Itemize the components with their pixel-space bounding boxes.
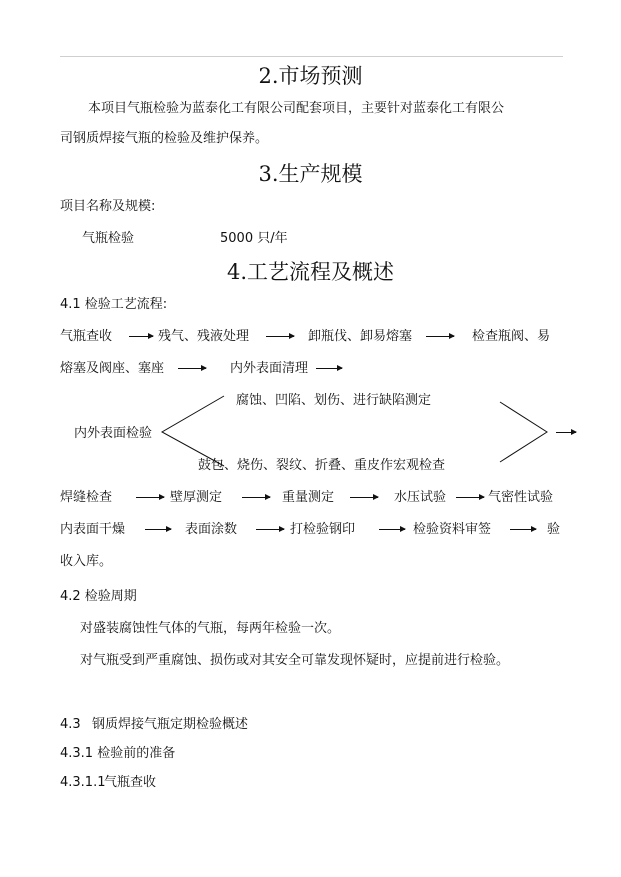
subheading-4-3-1-1-number: 4.3.1.1 xyxy=(60,775,106,790)
flow-step: 内外表面清理 xyxy=(230,361,309,376)
branch-top-step: 腐蚀、凹陷、划伤、进行缺陷测定 xyxy=(236,393,432,408)
flow-step: 壁厚测定 xyxy=(170,490,223,505)
flow-arrow xyxy=(456,497,484,498)
heading-production-scale: 3.生产规模 xyxy=(258,162,363,186)
flow-step: 表面涂数 xyxy=(185,522,238,537)
cycle-text-line2: 对气瓶受到严重腐蚀、损伤或对其安全可靠发现怀疑时，应提前进行检验。 xyxy=(80,653,510,668)
flow-arrow xyxy=(316,368,342,369)
flow-step: 重量测定 xyxy=(282,490,335,505)
branch-bottom-step: 鼓包、烧伤、裂纹、折叠、重皮作宏观检查 xyxy=(198,458,446,473)
flow-step: 气瓶查收 xyxy=(60,329,113,344)
heading-process-flow: 4.工艺流程及概述 xyxy=(226,260,395,284)
flow-step: 内表面干燥 xyxy=(60,522,126,537)
flow-step: 残气、残液处理 xyxy=(158,329,250,344)
subheading-4-3-1-1-text: 气瓶查收 xyxy=(104,775,157,790)
flow-arrow xyxy=(350,497,378,498)
flow-step: 卸瓶伐、卸易熔塞 xyxy=(308,329,413,344)
flow-arrow xyxy=(510,529,536,530)
flow-step: 熔塞及阀座、塞座 xyxy=(60,361,165,376)
flow-step: 检验资料审签 xyxy=(413,522,492,537)
branch-source-step: 内外表面检验 xyxy=(74,426,153,441)
flow-arrow xyxy=(136,497,164,498)
flow-step: 打检验钢印 xyxy=(290,522,356,537)
flow-step: 气密性试验 xyxy=(488,490,554,505)
flow-arrow xyxy=(129,336,153,337)
subheading-4-3-1: 4.3.1 检验前的准备 xyxy=(60,746,176,761)
subheading-4-2: 4.2 检验周期 xyxy=(60,589,137,604)
header-rule xyxy=(60,56,563,57)
scale-item-value: 5000 只/年 xyxy=(220,231,288,246)
scale-label: 项目名称及规模: xyxy=(60,199,156,214)
cycle-text-line1: 对盛装腐蚀性气体的气瓶，每两年检验一次。 xyxy=(80,621,341,636)
market-paragraph-line2: 司钢质焊接气瓶的检验及维护保养。 xyxy=(60,131,269,146)
branch-exit-arrow xyxy=(556,432,576,433)
flow-arrow xyxy=(145,529,171,530)
scale-item-name: 气瓶检验 xyxy=(82,231,135,246)
flow-step: 水压试验 xyxy=(394,490,447,505)
flow-arrow xyxy=(426,336,454,337)
heading-market-forecast: 2.市场预测 xyxy=(258,64,363,88)
market-paragraph-line1: 本项目气瓶检验为蓝泰化工有限公司配套项目，主要针对蓝泰化工有限公 xyxy=(88,101,505,116)
flow-arrow xyxy=(256,529,284,530)
subheading-4-3-text: 钢质焊接气瓶定期检验概述 xyxy=(92,717,249,732)
flow-arrow xyxy=(379,529,405,530)
subheading-4-1: 4.1 检验工艺流程: xyxy=(60,297,168,312)
subheading-4-3-number: 4.3 xyxy=(60,717,81,732)
flow-step: 检查瓶阀、易 xyxy=(472,329,551,344)
flow-step: 验 xyxy=(547,522,561,537)
flow-arrow xyxy=(242,497,270,498)
flow-arrow xyxy=(178,368,206,369)
flow-step-final: 收入库。 xyxy=(60,554,113,569)
flow-step: 焊缝检查 xyxy=(60,490,113,505)
flow-arrow xyxy=(266,336,294,337)
